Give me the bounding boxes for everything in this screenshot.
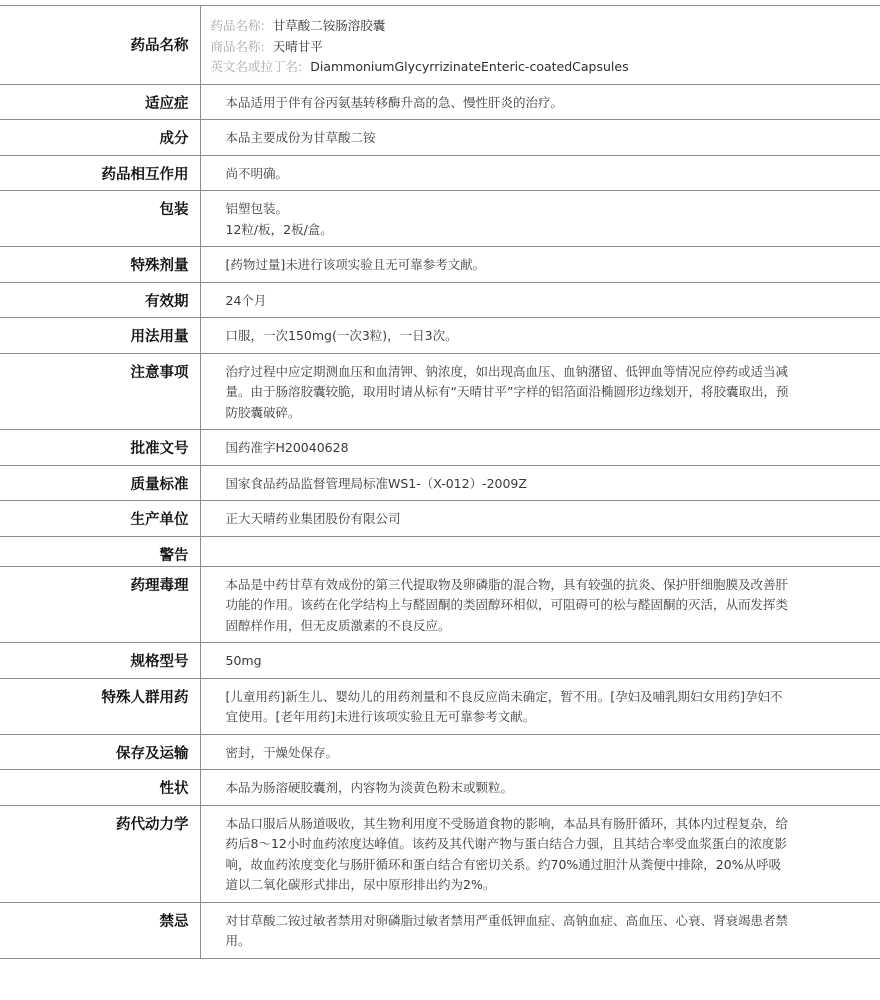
dosage-value: 口服，一次150mg(一次3粒)，一日3次。	[200, 318, 880, 354]
standard-label: 质量标准	[0, 465, 200, 501]
contraindications-label: 禁忌	[0, 902, 200, 958]
generic-name-value: 甘草酸二铵肠溶胶囊	[272, 18, 386, 33]
row-contraindications	[0, 902, 880, 958]
row-shelf-life	[0, 282, 880, 318]
precautions-label: 注意事项	[0, 353, 200, 430]
brand-name-key: 商品名称:	[210, 38, 265, 54]
shelf-life-label: 有效期	[0, 282, 200, 318]
specification-value: 50mg	[200, 643, 880, 679]
brand-name-value: 天晴甘平	[272, 38, 323, 54]
warning-value	[200, 536, 880, 566]
warning-label: 警告	[0, 536, 200, 566]
appearance-value: 本品为肠溶硬胶囊剂，内容物为淡黄色粉末或颗粒。	[200, 770, 880, 806]
packaging-label: 包装	[0, 191, 200, 247]
manufacturer-value: 正大天晴药业集团股份有限公司	[200, 501, 880, 537]
storage-label: 保存及运输	[0, 734, 200, 770]
row-drug-name	[0, 6, 880, 85]
manufacturer-label: 生产单位	[0, 501, 200, 537]
pharmacology-label: 药理毒理	[0, 566, 200, 643]
packaging-value	[200, 191, 880, 247]
row-precautions	[0, 353, 880, 430]
row-warning	[0, 536, 880, 566]
ingredients-value: 本品主要成份为甘草酸二铵	[200, 120, 880, 156]
pharmacokinetics-label: 药代动力学	[0, 805, 200, 902]
indications-label: 适应症	[0, 84, 200, 120]
row-appearance	[0, 770, 880, 806]
brand-name-line	[211, 37, 880, 58]
standard-value: 国家食品药品监督管理局标准WS1-（X-012）-2009Z	[200, 465, 880, 501]
row-pharmacology	[0, 566, 880, 643]
row-overdose	[0, 247, 880, 283]
english-name-key: 英文名或拉丁名:	[210, 59, 303, 74]
contraindications-value: 对甘草酸二铵过敏者禁用对卵磷脂过敏者禁用严重低钾血症、高钠血症、高血压、心衰、肾衰竭患者禁用。	[200, 902, 880, 958]
special-population-label: 特殊人群用药	[0, 678, 200, 734]
row-packaging	[0, 191, 880, 247]
row-specification	[0, 643, 880, 679]
approval-label: 批准文号	[0, 430, 200, 466]
interactions-label: 药品相互作用	[0, 155, 200, 191]
row-approval	[0, 430, 880, 466]
generic-name-line	[211, 16, 880, 37]
row-manufacturer	[0, 501, 880, 537]
row-dosage	[0, 318, 880, 354]
special-population-value: [儿童用药]新生儿、婴幼儿的用药剂量和不良反应尚未确定，暂不用。[孕妇及哺乳期妇女用药]孕妇不宜使用。[老年用药]未进行该项实验且无可靠参考文献。	[200, 678, 880, 734]
row-indications	[0, 84, 880, 120]
interactions-value: 尚不明确。	[200, 155, 880, 191]
drug-info-table	[0, 5, 880, 959]
specification-label: 规格型号	[0, 643, 200, 679]
row-pharmacokinetics	[0, 805, 880, 902]
shelf-life-value: 24个月	[200, 282, 880, 318]
appearance-label: 性状	[0, 770, 200, 806]
row-ingredients	[0, 120, 880, 156]
pharmacokinetics-value: 本品口服后从肠道吸收，其生物利用度不受肠道食物的影响，本品具有肠肝循环，其体内过程复杂，给药后8～12小时血药浓度达峰值。该药及其代谢产物与蛋白结合力强，且其结合率受血浆蛋白的浓度影响，故血药浓度变化与肠肝循环和蛋白结合有密切关系。约70%通过胆汁从粪便中排除，20%从呼吸道以二氧化碳形式排出，尿中原形排出约为2%。	[200, 805, 880, 902]
ingredients-label: 成分	[0, 120, 200, 156]
generic-name-key: 药品名称:	[210, 18, 265, 33]
english-name-line	[211, 57, 880, 78]
dosage-label: 用法用量	[0, 318, 200, 354]
row-special-population	[0, 678, 880, 734]
overdose-value: [药物过量]未进行该项实验且无可靠参考文献。	[200, 247, 880, 283]
pharmacology-value: 本品是中药甘草有效成份的第三代提取物及卵磷脂的混合物，具有较强的抗炎、保护肝细胞膜及改善肝功能的作用。该药在化学结构上与醛固酮的类固醇环相似，可阻碍可的松与醛固酮的灭活，从而发挥类固醇样作用，但无皮质激素的不良反应。	[200, 566, 880, 643]
row-storage	[0, 734, 880, 770]
storage-value: 密封，干燥处保存。	[200, 734, 880, 770]
row-interactions	[0, 155, 880, 191]
packaging-line-1: 铝塑包装。	[225, 201, 289, 216]
approval-value: 国药准字H20040628	[200, 430, 880, 466]
english-name-value: DiammoniumGlycyrrizinateEnteric-coatedCapsules	[310, 59, 629, 74]
drug-name-label: 药品名称	[0, 6, 200, 85]
packaging-line-2: 12粒/板，2板/盒。	[225, 221, 333, 237]
row-standard	[0, 465, 880, 501]
precautions-value: 治疗过程中应定期测血压和血清钾、钠浓度，如出现高血压、血钠潴留、低钾血等情况应停药或适当减量。由于肠溶胶囊较脆，取用时请从标有“天晴甘平”字样的铝箔面沿椭圆形边缘划开，将胶囊取出，预防胶囊破碎。	[200, 353, 880, 430]
indications-value: 本品适用于伴有谷丙氨基转移酶升高的急、慢性肝炎的治疗。	[200, 84, 880, 120]
overdose-label: 特殊剂量	[0, 247, 200, 283]
drug-name-values	[200, 6, 880, 85]
